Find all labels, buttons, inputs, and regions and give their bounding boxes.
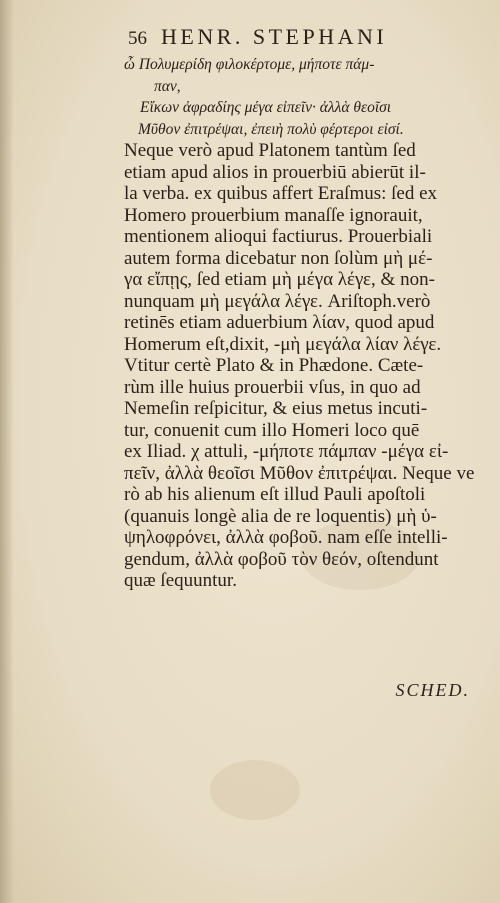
running-title: HENR. STEPHANI [161, 24, 388, 49]
text-line: autem forma dicebatur non ſolùm μὴ μέ- [124, 247, 433, 269]
text-line: ψηλοφρόνει, ἀλλὰ φοβοῦ. nam eſſe intelli- [124, 527, 448, 548]
text-line: gendum, ἀλλὰ φοβοῦ τὸν θεόν, oſtendunt [124, 548, 439, 570]
body-text [124, 54, 480, 592]
text-line: Homerum eſt,dixit, -μὴ μεγάλα λίαν λέγε. [124, 333, 442, 355]
text-line: tur, conuenit cum illo Homeri loco quē [124, 419, 420, 441]
page-number: 56 [128, 28, 147, 49]
running-header [128, 24, 468, 50]
text-line: γα εἴπῃς, ſed etiam μὴ μέγα λέγε, & non- [124, 269, 435, 290]
text-line: Nemeſin reſpicitur, & eius metus incuti- [124, 398, 428, 419]
text-line: retinēs etiam aduerbium λίαν, quod apud [124, 312, 435, 333]
page-gutter-shadow [0, 0, 14, 903]
text-line: ὦ Πολυμερίδη φιλοκέρτομε, μήποτε πάμ- [124, 56, 375, 73]
text-line: Μῦθον ἐπιτρέψαι, ἐπειὴ πολὺ φέρτεροι εἰσί. [138, 120, 404, 138]
text-line: etiam apud alios in prouerbiū abierūt il- [124, 161, 426, 183]
text-line: la verba. ex quibus affert Eraſmus: ſed ex [124, 183, 438, 204]
text-line: ex Iliad. χ attuli, -μήποτε πάμπαν -μέγα εἰ- [124, 441, 449, 462]
text-line: Εἴκων ἀφραδίης μέγα εἰπεῖν· ἀλλὰ θεοῖσι [140, 99, 392, 116]
text-line: quæ ſequuntur. [124, 570, 237, 591]
text-line: πεῖν, ἀλλὰ θεοῖσι Μῦθον ἐπιτρέψαι. Neque ve [124, 462, 475, 484]
text-line: Homero prouerbium manaſſe ignorauit, [124, 204, 423, 226]
text-line: παν, [154, 77, 181, 95]
catchword: SCHED. [395, 680, 470, 700]
paper-stain [210, 760, 300, 820]
text-line: mentionem alioqui factiurus. Prouerbiali [124, 226, 433, 247]
text-line: Neque verò apud Platonem tantùm ſed [124, 140, 416, 161]
text-line: nunquam μὴ μεγάλα λέγε. Ariſtoph.verò [124, 290, 431, 312]
text-line: rò ab his alienum eſt illud Pauli apoſtoli [124, 484, 426, 505]
text-line: Vtitur certè Plato & in Phædone. Cæte- [124, 355, 424, 376]
text-line: (quanuis longè alia de re loquentis) μὴ ὑ- [124, 505, 437, 527]
text-line: rùm ille huius prouerbii vſus, in quo ad [124, 376, 421, 398]
